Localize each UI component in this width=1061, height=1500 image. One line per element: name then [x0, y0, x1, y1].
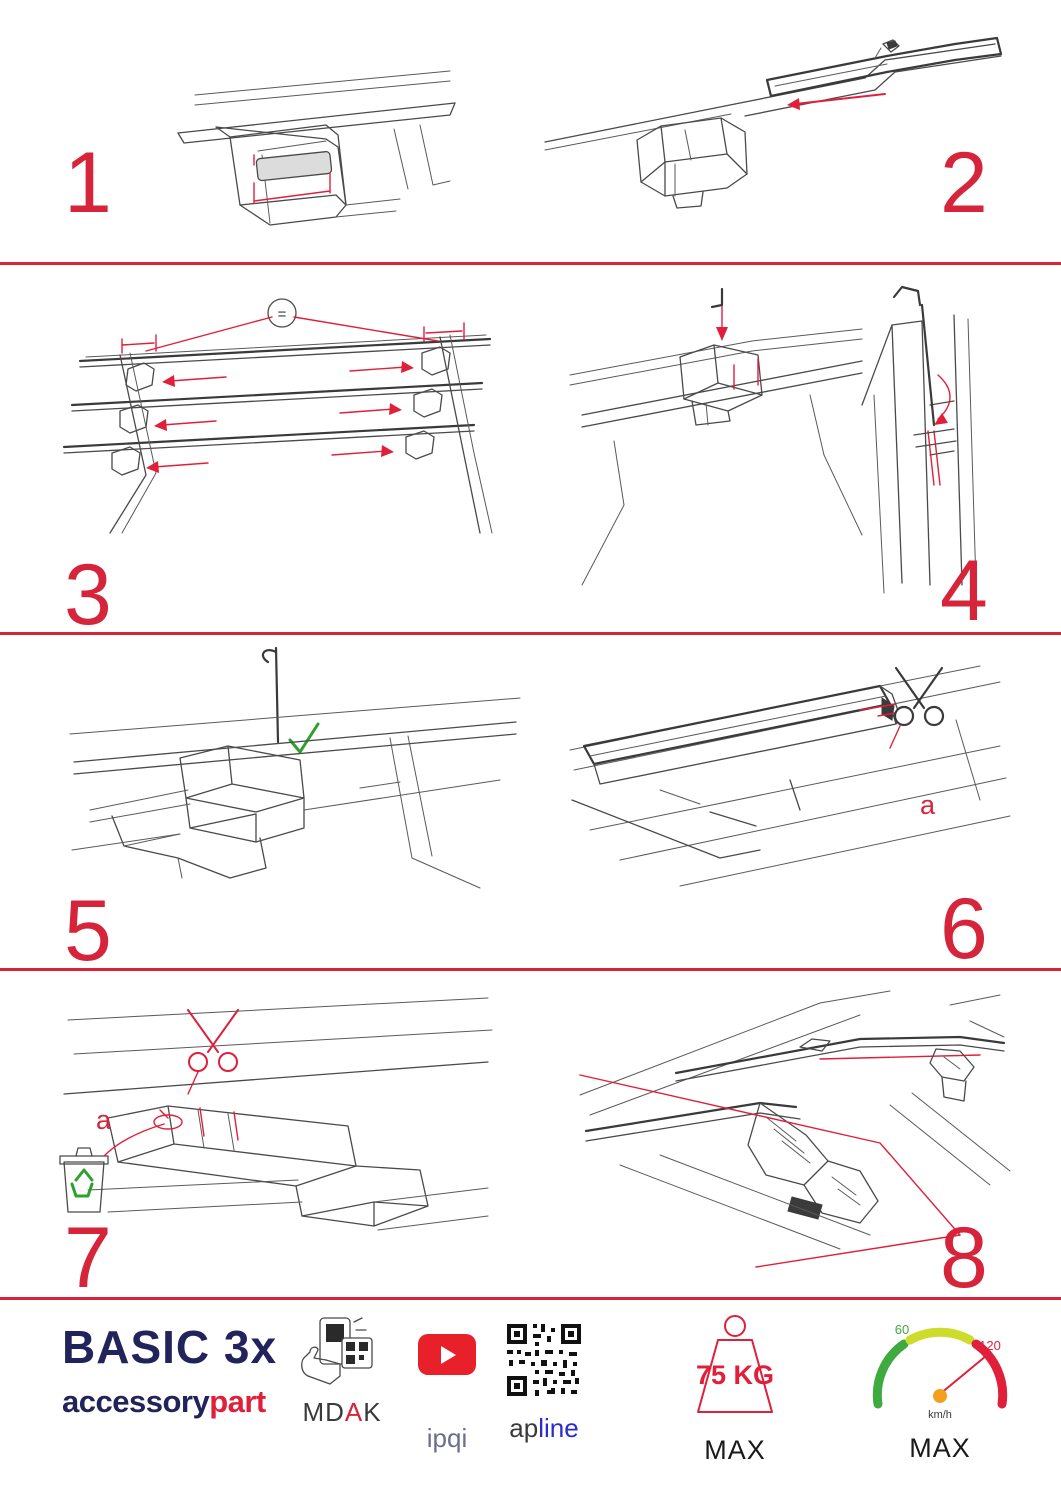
brand-subtitle-part: part	[209, 1384, 266, 1419]
step-3-illustration	[50, 295, 520, 535]
gauge-tick-high: 120	[979, 1338, 1001, 1353]
footer	[0, 1300, 1061, 1500]
youtube-icon	[418, 1334, 476, 1375]
qr-scan-hand-icon	[296, 1316, 388, 1386]
brand-block	[62, 1321, 278, 1419]
ipqi-logo-text: ipqi	[426, 1423, 468, 1453]
brand-title: BASIC 3x	[62, 1321, 278, 1373]
step-5-illustration	[60, 638, 520, 918]
speed-unit: km/h	[928, 1409, 952, 1421]
step-number-2: 2	[940, 135, 986, 231]
brand-subtitle-accessory: accessory	[62, 1384, 210, 1419]
step-number-8: 8	[940, 1210, 986, 1306]
speedometer-icon	[860, 1312, 1020, 1424]
step-number-5: 5	[64, 883, 110, 979]
label-a-step6: a	[920, 790, 936, 820]
brand-subtitle	[62, 1386, 277, 1417]
ipqi-logo	[398, 1334, 496, 1454]
step-number-4: 4	[940, 543, 986, 639]
section-divider	[0, 968, 1061, 971]
mdak-logo	[292, 1316, 392, 1428]
max-speed-label: MAX	[909, 1433, 971, 1463]
step-2-illustration	[535, 30, 1005, 220]
step-number-6: 6	[940, 881, 986, 977]
max-load-value: 75 KG	[695, 1360, 775, 1390]
svg-text:=: =	[277, 306, 287, 323]
max-speed-indicator	[860, 1312, 1020, 1464]
apline-logo-text: apline	[509, 1413, 579, 1443]
mdak-logo-text: MDAK	[302, 1397, 382, 1427]
qr-code-icon	[505, 1322, 583, 1398]
step-7-illustration	[48, 990, 498, 1260]
gauge-tick-low: 60	[894, 1322, 910, 1337]
max-load-indicator	[660, 1312, 810, 1466]
label-a-step7: a	[96, 1105, 112, 1135]
section-divider	[0, 262, 1061, 265]
step-number-1: 1	[64, 135, 110, 231]
step-number-3: 3	[64, 547, 110, 643]
step-number-7: 7	[64, 1210, 110, 1306]
step-1-illustration	[150, 55, 490, 245]
section-divider	[0, 632, 1061, 635]
weight-icon	[660, 1312, 810, 1424]
max-load-label: MAX	[704, 1435, 766, 1465]
apline-logo	[484, 1322, 604, 1444]
